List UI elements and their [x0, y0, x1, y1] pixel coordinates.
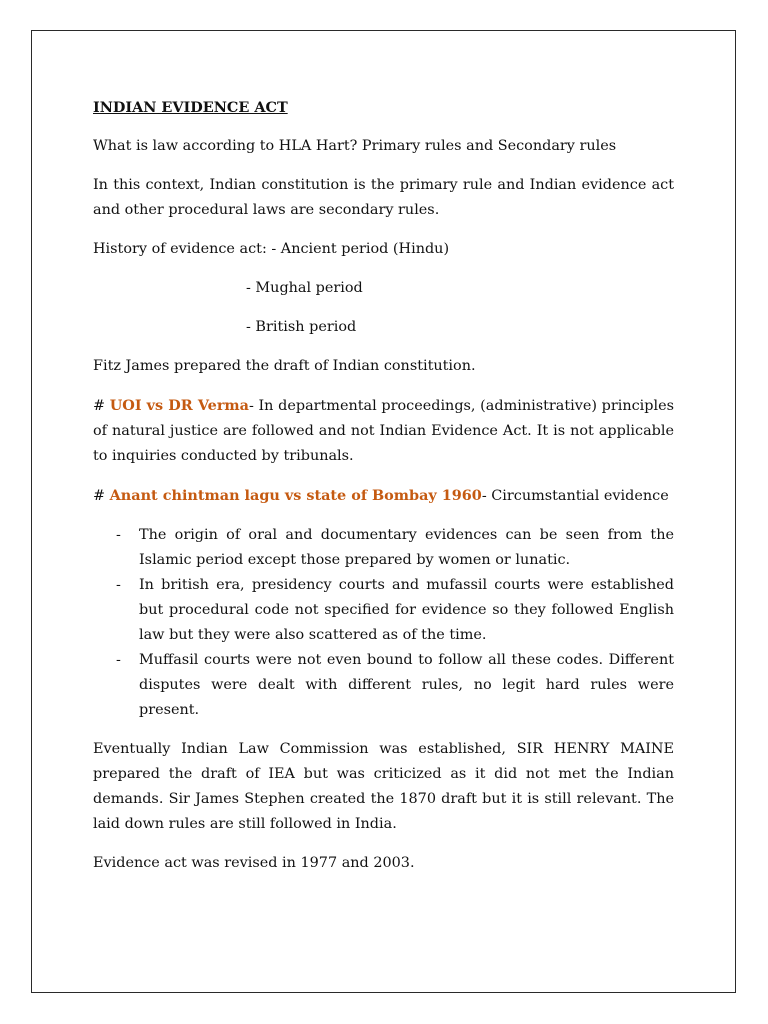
- document-body: [93, 95, 674, 890]
- dash-bullet: -: [116, 577, 121, 593]
- case-uoi-vs-dr-verma: [93, 393, 674, 469]
- paragraph-fitz-james: Fitz James prepared the draft of Indian constitution.: [93, 358, 476, 374]
- paragraph-hla-hart: What is law according to HLA Hart? Primary rules and Secondary rules: [93, 138, 617, 154]
- list-item-text: The origin of oral and documentary evidences can be seen from the Islamic period except those prepared by women or lunatic.: [139, 527, 674, 568]
- history-item-british: - British period: [246, 319, 357, 335]
- dash-bullet: -: [116, 527, 121, 543]
- history-item-mughal: - Mughal period: [246, 280, 363, 296]
- dash-list: [93, 523, 674, 723]
- list-item: [93, 523, 674, 573]
- dash-bullet: -: [116, 652, 121, 668]
- history-lead: History of evidence act: - Ancient period (Hindu): [93, 241, 450, 257]
- case-name: Anant chintman lagu vs state of Bombay 1960: [109, 487, 482, 504]
- case-text: - In departmental proceedings, (administrative) principles of natural justice are followed and not Indian Evidence Act. It is not applicable to inquiries conducted by tribunals.: [93, 398, 674, 464]
- list-item-text: Muffasil courts were not even bound to follow all these codes. Different disputes were dealt with different rules, no legit hard rules were present.: [139, 652, 674, 718]
- paragraph-primary-secondary: In this context, Indian constitution is the primary rule and Indian evidence act and other procedural laws are secondary rules.: [93, 177, 674, 218]
- case-text: - Circumstantial evidence: [481, 488, 669, 504]
- list-item: [93, 573, 674, 648]
- paragraph-law-commission: Eventually Indian Law Commission was established, SIR HENRY MAINE prepared the draft of IEA but was criticized as it did not met the Indian demands. Sir James Stephen created the 1870 draft but it is still relevant. The laid down rules are still followed in India.: [93, 741, 674, 832]
- hash-mark: #: [93, 488, 110, 504]
- case-name: UOI vs DR Verma: [109, 397, 249, 414]
- paragraph-revised: Evidence act was revised in 1977 and 2003.: [93, 855, 415, 871]
- case-anant-chintman-lagu: [93, 483, 674, 509]
- list-item: [93, 648, 674, 723]
- document-title: INDIAN EVIDENCE ACT: [93, 99, 288, 116]
- list-item-text: In british era, presidency courts and mufassil courts were established but procedural code not specified for evidence so they followed English law but they were also scattered as of the time.: [139, 577, 674, 643]
- hash-mark: #: [93, 398, 110, 414]
